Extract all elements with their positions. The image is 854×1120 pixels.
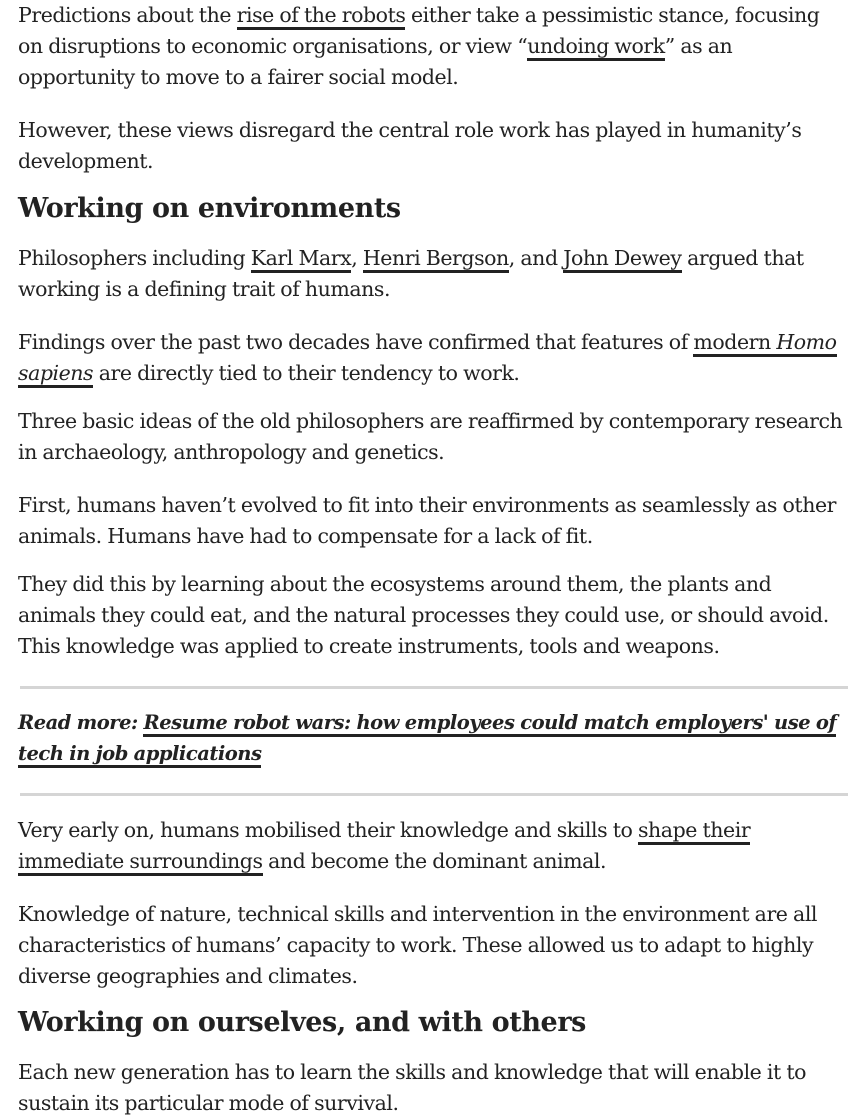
divider [20,793,848,796]
paragraph: Findings over the past two decades have confirmed that features of modern Homo sapiens are directly tied to their tendency to work. [18,327,848,389]
paragraph: They did this by learning about the ecosystems around them, the plants and animals they could eat, and the natural processes they could use, or should avoid. This knowledge was applied to create instruments, tools and weapons. [18,572,829,658]
paragraph: Very early on, humans mobilised their knowledge and skills to shape their immediate surroundings and become the dominant animal. [18,815,848,877]
link-undoing-work[interactable]: undoing work [527,34,664,61]
link-henri-bergson[interactable]: Henri Bergson [363,246,509,273]
divider [20,686,848,689]
link-shape-their-immediate-surroundings[interactable]: shape their immediate surroundings [18,818,750,876]
paragraph: Each new generation has to learn the skills and knowledge that will enable it to sustain its particular mode of survival. [18,1060,807,1115]
paragraph: First, humans haven’t evolved to fit into their environments as seamlessly as other animals. Humans have had to compensate for a lack of fit. [18,493,836,548]
paragraph: Knowledge of nature, technical skills and intervention in the environment are all characteristics of humans’ capacity to work. These allowed us to adapt to highly diverse geographies and climates. [18,902,818,988]
link-karl-marx[interactable]: Karl Marx [251,246,351,273]
section-heading: Working on environments [18,193,401,224]
paragraph: However, these views disregard the central role work has played in humanity’s development. [18,118,802,173]
paragraph: Predictions about the rise of the robots either take a pessimistic stance, focusing on disruptions to economic organisations, or view “undoing work” as an opportunity to move to a fairer social model. [18,3,820,89]
article-body [18,0,848,1119]
link-rise-of-the-robots[interactable]: rise of the robots [237,3,406,30]
read-more-link[interactable]: Resume robot wars: how employees could match employers' use of tech in job applications [18,711,836,768]
section-heading: Working on ourselves, and with others [18,1007,586,1038]
paragraph: Three basic ideas of the old philosophers are reaffirmed by contemporary research in archaeology, anthropology and genetics. [18,409,843,464]
link-modern-homo-sapiens[interactable]: modern Homo sapiens [18,330,837,388]
paragraph: Philosophers including Karl Marx, Henri Bergson, and John Dewey argued that working is a defining trait of humans. [18,246,804,301]
read-more: Read more: Resume robot wars: how employees could match employers' use of tech in job applications [18,707,848,769]
link-john-dewey[interactable]: John Dewey [563,246,681,273]
